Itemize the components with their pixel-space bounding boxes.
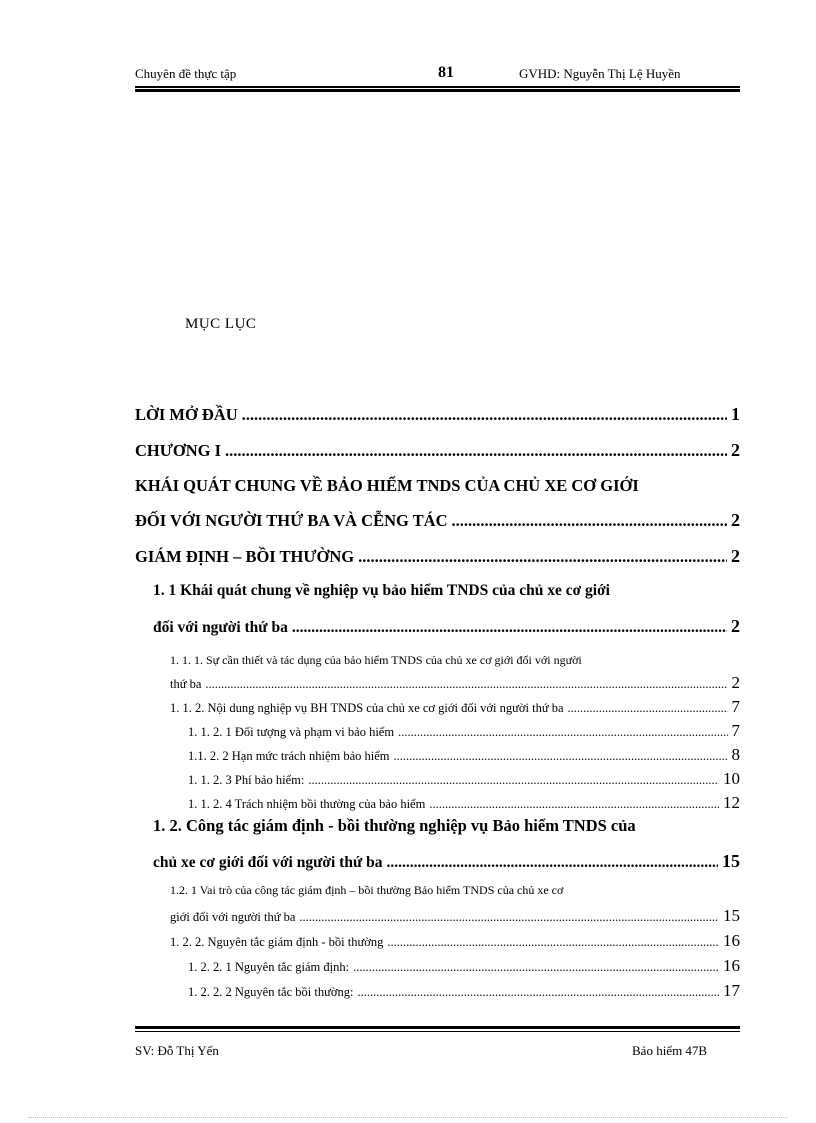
toc-entry[interactable] (153, 616, 740, 637)
footer-rule-thin (135, 1031, 740, 1032)
toc-entry-text[interactable]: 1.2. 1 Vai trò của công tác giám định – bồi thường Bảo hiểm TNDS của chủ xe cơ (170, 883, 564, 897)
toc-entry[interactable] (170, 931, 740, 951)
toc-entry[interactable] (188, 769, 740, 789)
toc-entry-page: 7 (731, 721, 740, 740)
toc-entry-page: 2 (731, 616, 740, 636)
toc-entry-text: 1. 1. 2. 4 Trách nhiệm bồi thường của bảo hiểm (188, 797, 426, 811)
toc-entry[interactable] (188, 745, 740, 765)
toc-leader-dots (242, 405, 727, 425)
toc-entry[interactable] (170, 673, 740, 693)
toc-entry-text[interactable]: 1. 1 Khái quát chung về nghiệp vụ bảo hiểm TNDS của chủ xe cơ giới (153, 582, 610, 599)
toc-entry-text[interactable]: 1. 2. Công tác giám định - bồi thường nghiệp vụ Bảo hiểm TNDS của (153, 816, 636, 835)
toc-leader-dots (299, 910, 719, 925)
toc-leader-dots (353, 960, 719, 975)
toc-entry-page: 8 (731, 745, 740, 764)
toc-entry[interactable] (188, 981, 740, 1001)
toc-leader-dots (387, 854, 719, 872)
toc-entry-page: 16 (723, 956, 740, 975)
toc-entry-page: 17 (723, 981, 740, 1000)
toc-entry[interactable] (135, 440, 740, 461)
toc-entry-page: 2 (731, 510, 740, 530)
toc-entry-text: 1. 1. 2. Nội dung nghiệp vụ BH TNDS của chủ xe cơ giới đối với người thứ ba (170, 701, 564, 715)
footer-left: SV: Đỗ Thị Yến (135, 1043, 219, 1058)
header-right: GVHD: Nguyễn Thị Lệ Huyền (519, 66, 681, 81)
toc-leader-dots (398, 725, 727, 740)
toc-title: MỤC LỤC (185, 316, 257, 332)
header-left: Chuyên đề thực tập (135, 66, 237, 81)
toc-entry-page: 2 (731, 440, 740, 460)
toc-leader-dots (358, 547, 727, 567)
toc-leader-dots (205, 677, 727, 692)
toc-entry[interactable] (153, 851, 740, 872)
toc-entry-text: LỜI MỞ ĐẦU (135, 405, 238, 424)
toc-entry-text: 1. 1. 2. 3 Phí bảo hiểm: (188, 773, 305, 787)
toc-entry-page: 10 (723, 769, 740, 788)
toc-entry-text: GIÁM ĐỊNH – BỒI THƯỜNG (135, 547, 355, 566)
toc-entry-page: 2 (731, 546, 740, 566)
toc-entry-page: 12 (723, 793, 740, 812)
toc-leader-dots (225, 441, 727, 461)
toc-entry-text: 1. 1. 2. 1 Đối tượng và phạm vi bảo hiểm (188, 725, 395, 739)
toc-entry-text[interactable]: KHÁI QUÁT CHUNG VỀ BẢO HIỂM TNDS CỦA CHỦ XE CƠ GIỚI (135, 476, 639, 495)
toc-entry-page: 1 (731, 404, 740, 424)
toc-entry-text: 1.1. 2. 2 Hạn mức trách nhiệm bảo hiểm (188, 749, 390, 763)
toc-entry[interactable] (170, 697, 740, 717)
toc-entry-text: 1. 2. 2. 2 Nguyên tắc bồi thường: (188, 985, 354, 999)
toc-entry-page: 2 (731, 673, 740, 692)
page-edge-dotted-line (28, 1117, 788, 1119)
toc-entry-page: 15 (722, 851, 740, 871)
toc-entry[interactable] (188, 793, 740, 813)
toc-leader-dots (387, 935, 719, 950)
toc-entry[interactable] (188, 721, 740, 741)
toc-leader-dots (429, 797, 719, 812)
toc-leader-dots (394, 749, 728, 764)
toc-entry-text: thứ ba (170, 677, 202, 691)
footer-right: Bảo hiểm 47B (632, 1043, 708, 1058)
toc-leader-dots (568, 701, 728, 716)
toc-entry-text: CHƯƠNG I (135, 441, 222, 460)
toc-entry-page: 7 (731, 697, 740, 716)
toc-entry-text: chủ xe cơ giới đối với người thứ ba (153, 854, 383, 871)
toc-entry-page: 15 (723, 906, 740, 925)
toc-leader-dots (308, 773, 719, 788)
footer-rule-thick (135, 1026, 740, 1029)
toc-entry-text: giới đối với người thứ ba (170, 910, 296, 924)
toc-leader-dots (357, 985, 719, 1000)
toc-entry[interactable] (135, 546, 740, 567)
toc-entry-page: 16 (723, 931, 740, 950)
toc-entry-text: ĐỐI VỚI NGƯỜI THỨ BA VÀ CỄNG TÁC (135, 511, 448, 530)
toc-entry-text: 1. 2. 2. Nguyên tắc giám định - bồi thường (170, 935, 384, 949)
toc-entry[interactable] (135, 510, 740, 531)
toc-entry[interactable] (135, 404, 740, 425)
toc-entry[interactable] (170, 906, 740, 926)
toc-entry-text[interactable]: 1. 1. 1. Sự cần thiết và tác dụng của bảo hiểm TNDS của chủ xe cơ giới đối với người (170, 653, 582, 667)
toc-entry[interactable] (188, 956, 740, 976)
header-page-number: 81 (438, 64, 454, 81)
toc-entry-text: đối với người thứ ba (153, 619, 288, 636)
toc-leader-dots (292, 619, 727, 637)
toc-entry-text: 1. 2. 2. 1 Nguyên tắc giám định: (188, 960, 350, 974)
toc-leader-dots (452, 511, 728, 531)
